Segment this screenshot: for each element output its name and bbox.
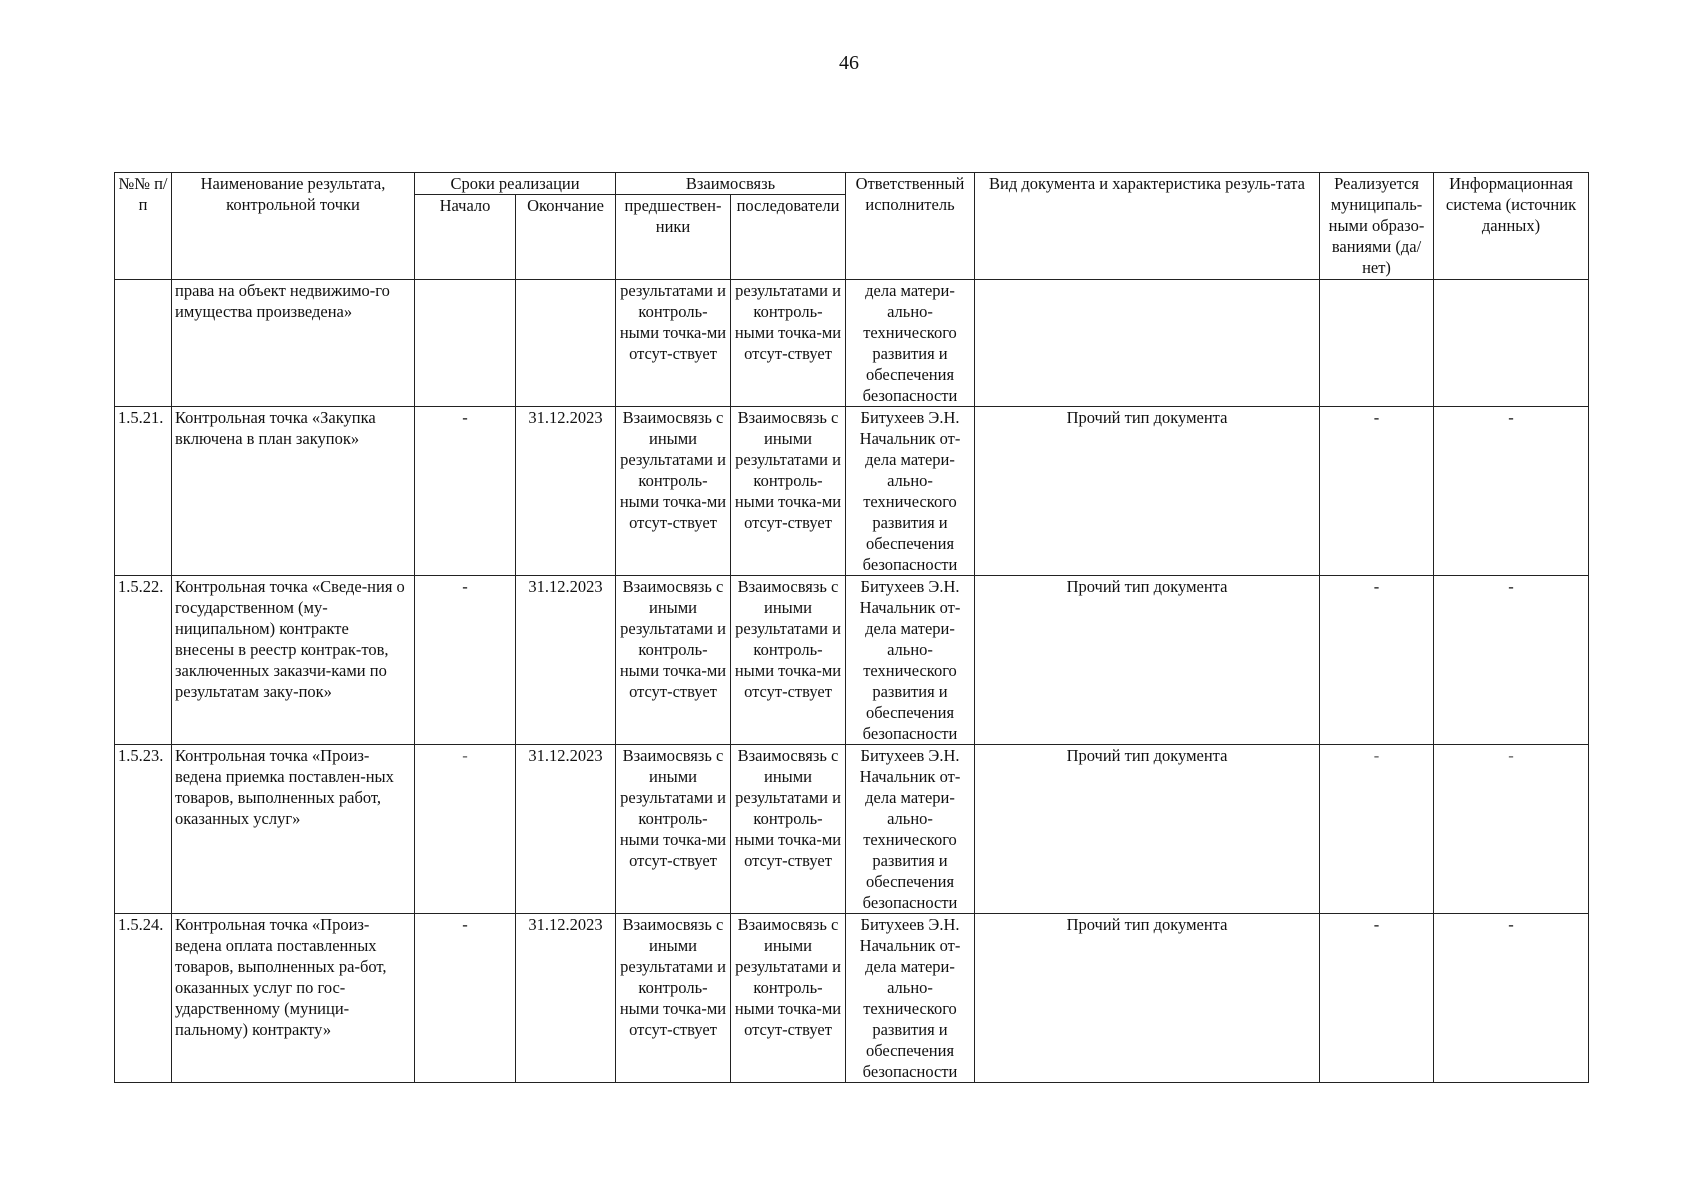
header-info-system: Информационная система (источник данных): [1434, 173, 1589, 280]
page-number: 46: [839, 52, 859, 74]
cell-predecessors: Взаимосвязь с иными результатами и контроль-ными точка-ми отсут-ствует: [616, 576, 731, 745]
cell-start: -: [415, 745, 516, 914]
cell-responsible: Битухеев Э.Н. Начальник от-дела матери-ально-технического развития и обеспечения безопасности: [846, 407, 975, 576]
cell-municipal: -: [1320, 914, 1434, 1083]
table-row: [115, 745, 1589, 914]
cell-successors: результатами и контроль-ными точка-ми отсут-ствует: [731, 280, 846, 407]
header-document: Вид документа и характеристика резуль-тата: [975, 173, 1320, 280]
cell-end: 31.12.2023: [516, 407, 616, 576]
cell-successors: Взаимосвязь с иными результатами и контроль-ными точка-ми отсут-ствует: [731, 745, 846, 914]
cell-responsible: дела матери-ально-технического развития и обеспечения безопасности: [846, 280, 975, 407]
cell-responsible: Битухеев Э.Н. Начальник от-дела матери-ально-технического развития и обеспечения безопасности: [846, 745, 975, 914]
header-terms: Сроки реализации: [415, 173, 616, 195]
cell-start: -: [415, 914, 516, 1083]
cell-start: -: [415, 576, 516, 745]
header-successors: последователи: [731, 195, 846, 280]
cell-municipal: -: [1320, 745, 1434, 914]
header-predecessors: предшествен-ники: [616, 195, 731, 280]
header-responsible: Ответственный исполнитель: [846, 173, 975, 280]
cell-num: 1.5.21.: [115, 407, 172, 576]
cell-successors: Взаимосвязь с иными результатами и контроль-ными точка-ми отсут-ствует: [731, 576, 846, 745]
header-link: Взаимосвязь: [616, 173, 846, 195]
table-row: [115, 576, 1589, 745]
cell-info-system: -: [1434, 407, 1589, 576]
cell-document: Прочий тип документа: [975, 576, 1320, 745]
cell-document: Прочий тип документа: [975, 407, 1320, 576]
cell-successors: Взаимосвязь с иными результатами и контроль-ными точка-ми отсут-ствует: [731, 914, 846, 1083]
cell-predecessors: Взаимосвязь с иными результатами и контроль-ными точка-ми отсут-ствует: [616, 407, 731, 576]
header-name: Наименование результата, контрольной точки: [172, 173, 415, 280]
cell-predecessors: результатами и контроль-ными точка-ми отсут-ствует: [616, 280, 731, 407]
cell-end: 31.12.2023: [516, 576, 616, 745]
cell-name: Контрольная точка «Произ-ведена приемка поставлен-ных товаров, выполненных работ, оказанных услуг»: [172, 745, 415, 914]
cell-predecessors: Взаимосвязь с иными результатами и контроль-ными точка-ми отсут-ствует: [616, 745, 731, 914]
table-row: [115, 407, 1589, 576]
cell-info-system: -: [1434, 576, 1589, 745]
cell-predecessors: Взаимосвязь с иными результатами и контроль-ными точка-ми отсут-ствует: [616, 914, 731, 1083]
header-num: №№ п/п: [115, 173, 172, 280]
cell-name: Контрольная точка «Закупка включена в план закупок»: [172, 407, 415, 576]
cell-responsible: Битухеев Э.Н. Начальник от-дела матери-ально-технического развития и обеспечения безопасности: [846, 914, 975, 1083]
cell-start: -: [415, 407, 516, 576]
table-row-continuation: [115, 280, 1589, 407]
cell-info-system: -: [1434, 914, 1589, 1083]
table-row: [115, 914, 1589, 1083]
cell-document: Прочий тип документа: [975, 745, 1320, 914]
cell-num: 1.5.23.: [115, 745, 172, 914]
plan-table: [114, 172, 1589, 1083]
cell-name: права на объект недвижимо-го имущества произведена»: [172, 280, 415, 407]
cell-num: 1.5.24.: [115, 914, 172, 1083]
cell-name: Контрольная точка «Произ-ведена оплата поставленных товаров, выполненных ра-бот, оказанных услуг по гос-ударственному (муници-пальному) контракту»: [172, 914, 415, 1083]
cell-info-system: -: [1434, 745, 1589, 914]
header-end: Окончание: [516, 195, 616, 280]
cell-end: 31.12.2023: [516, 914, 616, 1083]
cell-num: 1.5.22.: [115, 576, 172, 745]
cell-end: 31.12.2023: [516, 745, 616, 914]
header-start: Начало: [415, 195, 516, 280]
cell-municipal: -: [1320, 407, 1434, 576]
header-municipal: Реализуется муниципаль-ными образо-ваниями (да/нет): [1320, 173, 1434, 280]
cell-responsible: Битухеев Э.Н. Начальник от-дела матери-ально-технического развития и обеспечения безопасности: [846, 576, 975, 745]
cell-municipal: -: [1320, 576, 1434, 745]
cell-successors: Взаимосвязь с иными результатами и контроль-ными точка-ми отсут-ствует: [731, 407, 846, 576]
cell-document: Прочий тип документа: [975, 914, 1320, 1083]
cell-name: Контрольная точка «Сведе-ния о государственном (му-ниципальном) контракте внесены в реестр контрак-тов, заключенных заказчи-ками по результатам заку-пок»: [172, 576, 415, 745]
